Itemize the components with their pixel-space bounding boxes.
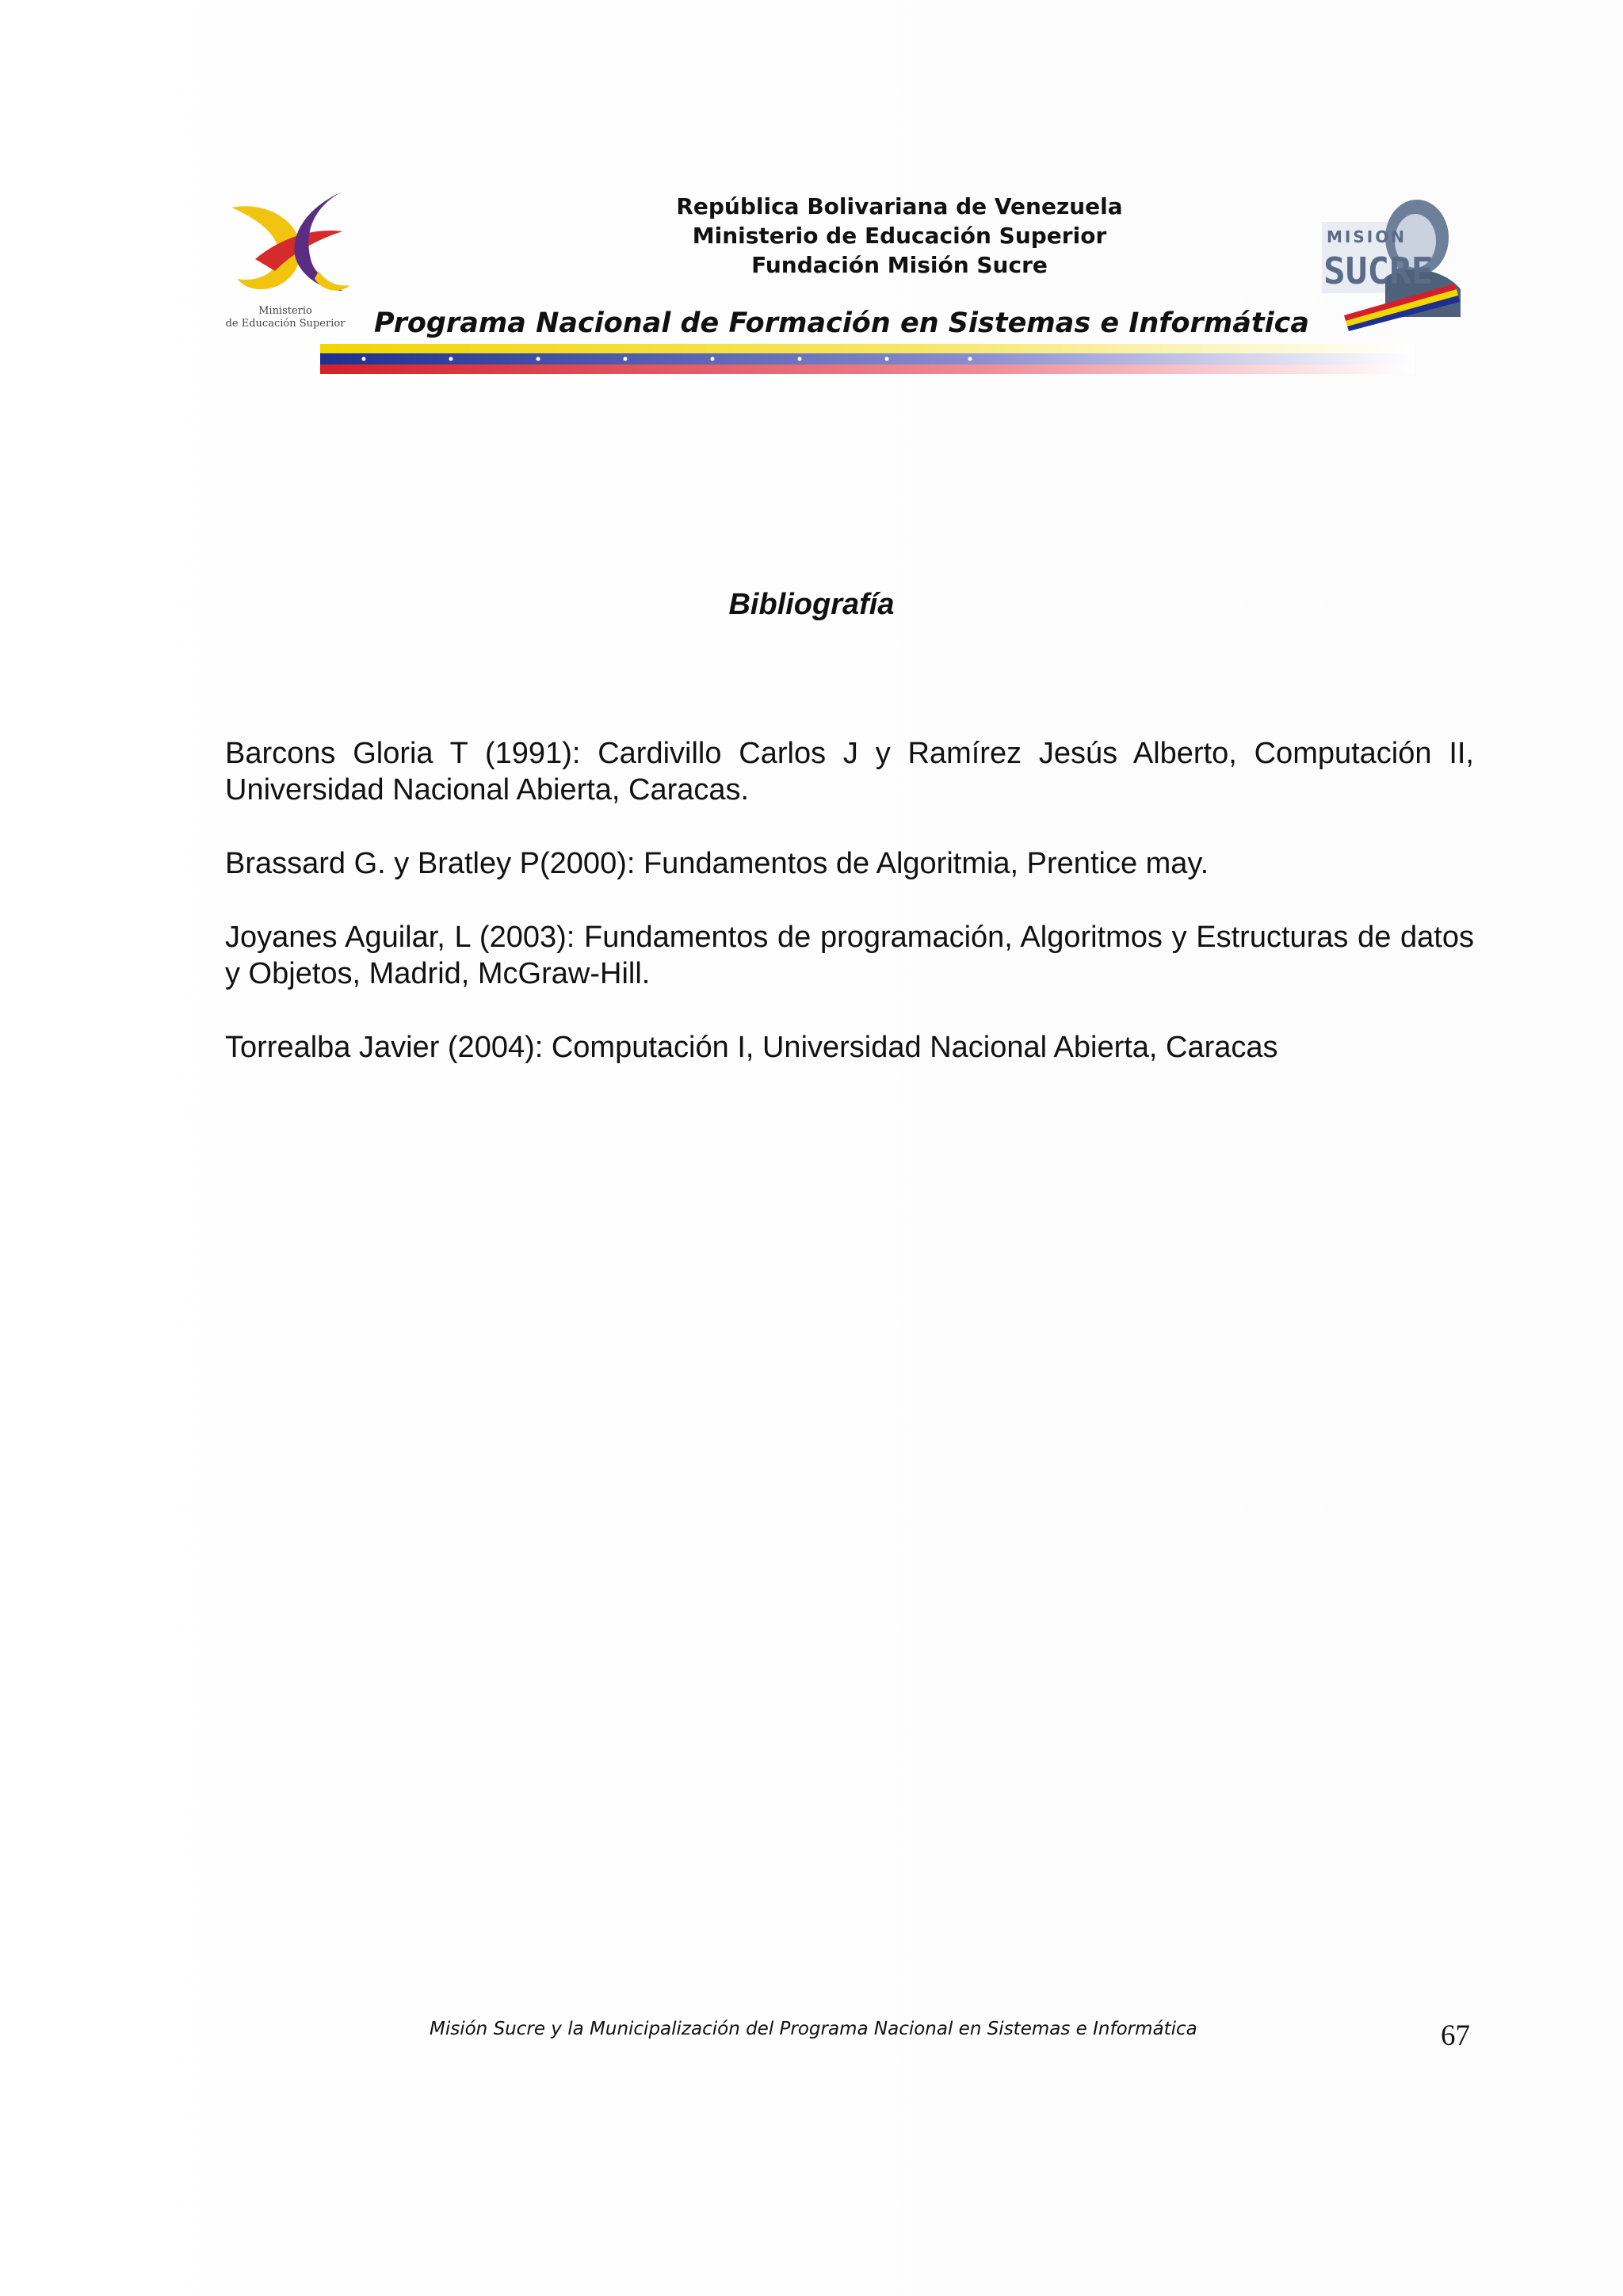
program-title: Programa Nacional de Formación en Sistemas e Informática [374, 307, 1309, 339]
ministry-logo-caption [218, 305, 353, 330]
page-number: 67 [1441, 2019, 1470, 2052]
header-foundation: Fundación Misión Sucre [751, 252, 1048, 278]
mision-sucre-logo [1322, 190, 1466, 331]
ministry-logo-caption-line: Ministerio [258, 305, 312, 317]
section-title: Bibliografía [728, 588, 895, 621]
ministry-logo-caption-line: de Educación Superior [225, 318, 346, 330]
venezuela-flag-bar [320, 344, 1414, 376]
header-institution-block [602, 192, 1197, 280]
mision-word: MISION [1327, 227, 1407, 246]
bibliography-entry: Torrealba Javier (2004): Computación I, Universidad Nacional Abierta, Caracas [225, 1031, 1278, 1064]
bibliography-entry: Brassard G. y Bratley P(2000): Fundamentos de Algoritmia, Prentice may. [225, 847, 1209, 880]
bibliography-entry: Joyanes Aguilar, L (2003): Fundamentos de programación, Algoritmos y Estructuras de datos y Objetos, Madrid, McGraw-Hill. [225, 921, 1474, 990]
header-ministry: Ministerio de Educación Superior [692, 223, 1107, 249]
header-republic: República Bolivariana de Venezuela [676, 193, 1123, 219]
sucre-word: SUCRE [1323, 250, 1434, 292]
bibliography-entry: Barcons Gloria T (1991): Cardivillo Carlos J y Ramírez Jesús Alberto, Computación II, Universidad Nacional Abierta, Caracas. [225, 737, 1474, 807]
footer-text: Misión Sucre y la Municipalización del Programa Nacional en Sistemas e Informática [430, 2019, 1197, 2039]
bibliography-list [225, 735, 1474, 1103]
